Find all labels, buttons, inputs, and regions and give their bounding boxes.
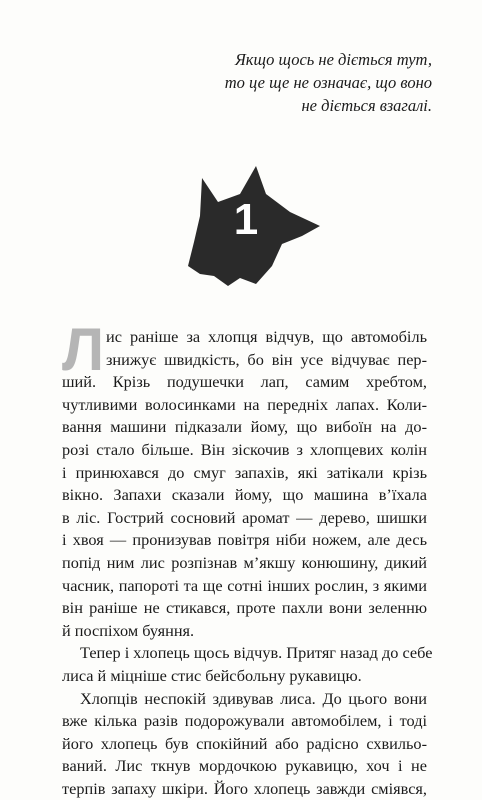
epigraph-line: Якщо щось не діється тут, — [234, 50, 432, 69]
text-line: ваний. Лис ткнув мордочкою рукавицю, хоч і не — [62, 756, 427, 776]
text-line: ис раніше за хлопця відчув, що автомобіль — [106, 327, 427, 346]
text-line: знижує швидкість, бо він усе відчуває пер- — [106, 349, 427, 369]
text-line: терпів запаху шкіри. Його хлопець завжди сміявся, — [62, 778, 427, 798]
text-line: він раніше не стикався, проте пахли вони зеленню — [62, 598, 427, 618]
epigraph-line: не діється взагалі. — [301, 96, 432, 115]
text-line: попід ним лис розпізнав м’якшу конюшину, дикий — [62, 552, 427, 572]
text-line: розі стало більше. Він зіскочив з хлопцевих колін — [62, 439, 427, 459]
text-line: в ліс. Гострий сосновий аромат — дерево, шишки — [62, 507, 427, 527]
text-line: Тепер і хлопець щось відчув. Притяг назад до себе — [80, 643, 433, 663]
paragraph — [62, 316, 427, 642]
text-line: лиса й міцніше стис бейсбольну рукавицю. — [62, 665, 362, 685]
text-line: вже кілька разів подорожували автомобілем, і тоді — [62, 711, 427, 731]
text-line: і принюхався до смуг запахів, які затікали крізь — [62, 462, 427, 482]
chapter-number: 1 — [233, 195, 259, 244]
text-line: чутливими волосинками на передніх лапах. Коли- — [62, 394, 427, 414]
paragraph — [62, 688, 427, 800]
drop-cap: Л — [62, 316, 105, 383]
text-line: вікно. Запахи сказали йому, що машина в’їхала — [62, 485, 427, 505]
chapter-heading — [180, 160, 330, 290]
text-line: ший. Крізь подушечки лап, самим хребтом, — [62, 372, 427, 392]
epigraph — [132, 48, 432, 117]
text-line: й поспіхом буяння. — [62, 620, 195, 640]
text-line: і хвоя — пронизував повітря ніби ножем, але десь — [62, 530, 427, 550]
text-line: часник, папороті та ще сотні інших рослин, з якими — [62, 575, 427, 595]
text-line: його хлопець був спокійний або радісно схвильо- — [62, 733, 427, 753]
paragraph — [62, 642, 433, 687]
epigraph-line: то це ще не означає, що воно — [224, 73, 432, 92]
body-text — [62, 316, 433, 800]
text-line: Хлопців неспокій здивував лиса. До цього вони — [80, 688, 427, 708]
text-line: вання машини підказали йому, що вибоїн на до- — [62, 417, 427, 437]
